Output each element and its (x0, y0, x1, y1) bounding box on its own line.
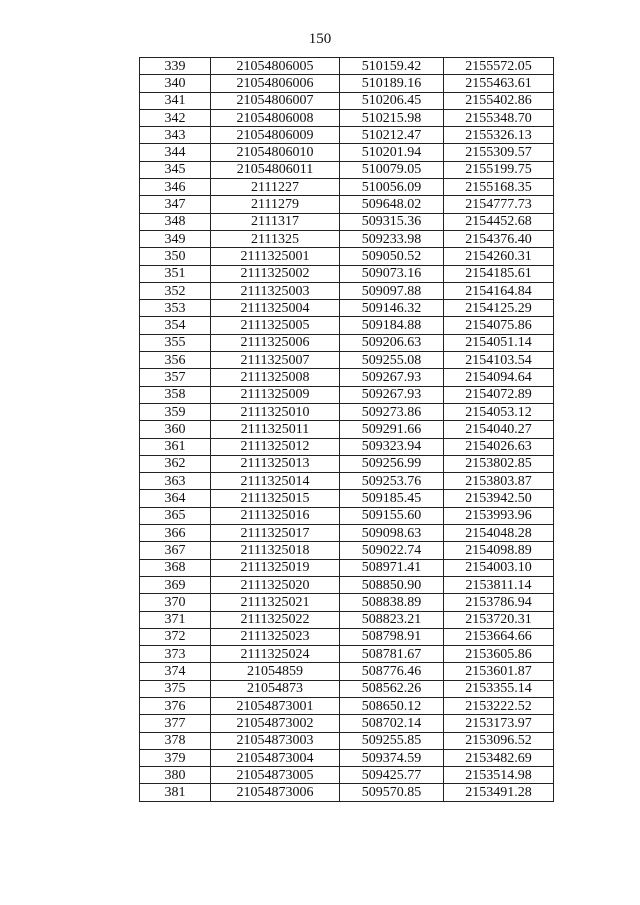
x-coordinate-cell: 510212.47 (340, 127, 444, 144)
table-row (140, 179, 554, 196)
x-coordinate-cell: 509097.88 (340, 282, 444, 299)
row-index-cell: 339 (140, 58, 211, 75)
x-coordinate-cell: 508823.21 (340, 611, 444, 628)
y-coordinate-cell: 2154048.28 (444, 525, 554, 542)
row-index-cell: 380 (140, 767, 211, 784)
row-index-cell: 340 (140, 75, 211, 92)
point-id-cell: 21054873002 (211, 715, 340, 732)
point-id-cell: 2111325024 (211, 646, 340, 663)
y-coordinate-cell: 2154376.40 (444, 230, 554, 247)
point-id-cell: 2111325021 (211, 594, 340, 611)
point-id-cell: 2111325022 (211, 611, 340, 628)
x-coordinate-cell: 509098.63 (340, 525, 444, 542)
row-index-cell: 366 (140, 525, 211, 542)
row-index-cell: 368 (140, 559, 211, 576)
x-coordinate-cell: 509185.45 (340, 490, 444, 507)
table-row (140, 628, 554, 645)
table-row (140, 334, 554, 351)
table-row (140, 75, 554, 92)
row-index-cell: 358 (140, 386, 211, 403)
x-coordinate-cell: 509255.08 (340, 352, 444, 369)
row-index-cell: 381 (140, 784, 211, 801)
point-id-cell: 2111325010 (211, 403, 340, 420)
table-row (140, 265, 554, 282)
x-coordinate-cell: 508562.26 (340, 680, 444, 697)
x-coordinate-cell: 509050.52 (340, 248, 444, 265)
table-row (140, 455, 554, 472)
x-coordinate-cell: 509315.36 (340, 213, 444, 230)
y-coordinate-cell: 2155402.86 (444, 92, 554, 109)
point-id-cell: 2111325 (211, 230, 340, 247)
y-coordinate-cell: 2155572.05 (444, 58, 554, 75)
y-coordinate-cell: 2153993.96 (444, 507, 554, 524)
point-id-cell: 2111325002 (211, 265, 340, 282)
table-row (140, 697, 554, 714)
coordinates-table-body (140, 58, 554, 802)
table-row (140, 213, 554, 230)
row-index-cell: 343 (140, 127, 211, 144)
y-coordinate-cell: 2153720.31 (444, 611, 554, 628)
point-id-cell: 2111325005 (211, 317, 340, 334)
point-id-cell: 2111325012 (211, 438, 340, 455)
point-id-cell: 21054873 (211, 680, 340, 697)
x-coordinate-cell: 510206.45 (340, 92, 444, 109)
x-coordinate-cell: 508650.12 (340, 697, 444, 714)
row-index-cell: 375 (140, 680, 211, 697)
point-id-cell: 2111325023 (211, 628, 340, 645)
x-coordinate-cell: 509256.99 (340, 455, 444, 472)
x-coordinate-cell: 508971.41 (340, 559, 444, 576)
table-row (140, 542, 554, 559)
y-coordinate-cell: 2155309.57 (444, 144, 554, 161)
y-coordinate-cell: 2153664.66 (444, 628, 554, 645)
row-index-cell: 346 (140, 179, 211, 196)
y-coordinate-cell: 2154164.84 (444, 282, 554, 299)
table-row (140, 282, 554, 299)
point-id-cell: 2111325020 (211, 576, 340, 593)
table-row (140, 576, 554, 593)
point-id-cell: 21054806008 (211, 109, 340, 126)
point-id-cell: 21054806005 (211, 58, 340, 75)
x-coordinate-cell: 508702.14 (340, 715, 444, 732)
point-id-cell: 21054873005 (211, 767, 340, 784)
table-row (140, 646, 554, 663)
x-coordinate-cell: 508850.90 (340, 576, 444, 593)
row-index-cell: 349 (140, 230, 211, 247)
x-coordinate-cell: 508838.89 (340, 594, 444, 611)
point-id-cell: 21054873003 (211, 732, 340, 749)
x-coordinate-cell: 509255.85 (340, 732, 444, 749)
row-index-cell: 361 (140, 438, 211, 455)
x-coordinate-cell: 509022.74 (340, 542, 444, 559)
point-id-cell: 21054873001 (211, 697, 340, 714)
y-coordinate-cell: 2155463.61 (444, 75, 554, 92)
x-coordinate-cell: 508798.91 (340, 628, 444, 645)
point-id-cell: 21054859 (211, 663, 340, 680)
point-id-cell: 2111325008 (211, 369, 340, 386)
table-row (140, 300, 554, 317)
table-row (140, 127, 554, 144)
row-index-cell: 370 (140, 594, 211, 611)
table-row (140, 144, 554, 161)
y-coordinate-cell: 2153355.14 (444, 680, 554, 697)
row-index-cell: 351 (140, 265, 211, 282)
table-row (140, 680, 554, 697)
x-coordinate-cell: 509648.02 (340, 196, 444, 213)
page-number: 150 (308, 31, 332, 47)
y-coordinate-cell: 2154026.63 (444, 438, 554, 455)
y-coordinate-cell: 2155326.13 (444, 127, 554, 144)
y-coordinate-cell: 2153601.87 (444, 663, 554, 680)
y-coordinate-cell: 2153803.87 (444, 473, 554, 490)
table-row (140, 559, 554, 576)
point-id-cell: 2111325017 (211, 525, 340, 542)
point-id-cell: 2111325001 (211, 248, 340, 265)
row-index-cell: 377 (140, 715, 211, 732)
x-coordinate-cell: 509323.94 (340, 438, 444, 455)
table-row (140, 58, 554, 75)
row-index-cell: 347 (140, 196, 211, 213)
x-coordinate-cell: 508781.67 (340, 646, 444, 663)
x-coordinate-cell: 509570.85 (340, 784, 444, 801)
point-id-cell: 21054873004 (211, 749, 340, 766)
y-coordinate-cell: 2154125.29 (444, 300, 554, 317)
y-coordinate-cell: 2154098.89 (444, 542, 554, 559)
table-row (140, 594, 554, 611)
point-id-cell: 2111227 (211, 179, 340, 196)
x-coordinate-cell: 509273.86 (340, 403, 444, 420)
row-index-cell: 364 (140, 490, 211, 507)
point-id-cell: 2111279 (211, 196, 340, 213)
y-coordinate-cell: 2154185.61 (444, 265, 554, 282)
row-index-cell: 374 (140, 663, 211, 680)
y-coordinate-cell: 2153802.85 (444, 455, 554, 472)
point-id-cell: 21054873006 (211, 784, 340, 801)
y-coordinate-cell: 2155199.75 (444, 161, 554, 178)
table-row (140, 784, 554, 801)
x-coordinate-cell: 509206.63 (340, 334, 444, 351)
table-row (140, 161, 554, 178)
y-coordinate-cell: 2154003.10 (444, 559, 554, 576)
table-row (140, 317, 554, 334)
table-row (140, 196, 554, 213)
table-row (140, 611, 554, 628)
point-id-cell: 2111325015 (211, 490, 340, 507)
y-coordinate-cell: 2153514.98 (444, 767, 554, 784)
point-id-cell: 21054806009 (211, 127, 340, 144)
y-coordinate-cell: 2154260.31 (444, 248, 554, 265)
row-index-cell: 352 (140, 282, 211, 299)
table-row (140, 525, 554, 542)
point-id-cell: 21054806007 (211, 92, 340, 109)
y-coordinate-cell: 2153811.14 (444, 576, 554, 593)
row-index-cell: 342 (140, 109, 211, 126)
table-row (140, 421, 554, 438)
x-coordinate-cell: 510056.09 (340, 179, 444, 196)
x-coordinate-cell: 510159.42 (340, 58, 444, 75)
table-row (140, 386, 554, 403)
y-coordinate-cell: 2153942.50 (444, 490, 554, 507)
row-index-cell: 371 (140, 611, 211, 628)
y-coordinate-cell: 2153173.97 (444, 715, 554, 732)
row-index-cell: 359 (140, 403, 211, 420)
y-coordinate-cell: 2153482.69 (444, 749, 554, 766)
table-row (140, 109, 554, 126)
x-coordinate-cell: 509184.88 (340, 317, 444, 334)
y-coordinate-cell: 2153222.52 (444, 697, 554, 714)
y-coordinate-cell: 2154094.64 (444, 369, 554, 386)
row-index-cell: 357 (140, 369, 211, 386)
point-id-cell: 2111325003 (211, 282, 340, 299)
x-coordinate-cell: 509291.66 (340, 421, 444, 438)
point-id-cell: 2111317 (211, 213, 340, 230)
point-id-cell: 2111325016 (211, 507, 340, 524)
y-coordinate-cell: 2154040.27 (444, 421, 554, 438)
table-row (140, 490, 554, 507)
y-coordinate-cell: 2153605.86 (444, 646, 554, 663)
row-index-cell: 379 (140, 749, 211, 766)
point-id-cell: 2111325011 (211, 421, 340, 438)
table-row (140, 749, 554, 766)
x-coordinate-cell: 509425.77 (340, 767, 444, 784)
y-coordinate-cell: 2154075.86 (444, 317, 554, 334)
row-index-cell: 362 (140, 455, 211, 472)
x-coordinate-cell: 509073.16 (340, 265, 444, 282)
point-id-cell: 2111325006 (211, 334, 340, 351)
x-coordinate-cell: 509267.93 (340, 369, 444, 386)
row-index-cell: 354 (140, 317, 211, 334)
row-index-cell: 348 (140, 213, 211, 230)
table-row (140, 507, 554, 524)
row-index-cell: 341 (140, 92, 211, 109)
x-coordinate-cell: 509267.93 (340, 386, 444, 403)
y-coordinate-cell: 2155168.35 (444, 179, 554, 196)
row-index-cell: 344 (140, 144, 211, 161)
row-index-cell: 372 (140, 628, 211, 645)
row-index-cell: 365 (140, 507, 211, 524)
point-id-cell: 2111325009 (211, 386, 340, 403)
x-coordinate-cell: 508776.46 (340, 663, 444, 680)
row-index-cell: 369 (140, 576, 211, 593)
point-id-cell: 2111325018 (211, 542, 340, 559)
point-id-cell: 2111325014 (211, 473, 340, 490)
row-index-cell: 367 (140, 542, 211, 559)
y-coordinate-cell: 2154051.14 (444, 334, 554, 351)
x-coordinate-cell: 510189.16 (340, 75, 444, 92)
row-index-cell: 353 (140, 300, 211, 317)
row-index-cell: 363 (140, 473, 211, 490)
x-coordinate-cell: 509233.98 (340, 230, 444, 247)
point-id-cell: 21054806006 (211, 75, 340, 92)
y-coordinate-cell: 2154777.73 (444, 196, 554, 213)
row-index-cell: 355 (140, 334, 211, 351)
y-coordinate-cell: 2155348.70 (444, 109, 554, 126)
row-index-cell: 376 (140, 697, 211, 714)
point-id-cell: 2111325019 (211, 559, 340, 576)
coordinates-table (139, 57, 554, 802)
y-coordinate-cell: 2153786.94 (444, 594, 554, 611)
point-id-cell: 21054806010 (211, 144, 340, 161)
y-coordinate-cell: 2154053.12 (444, 403, 554, 420)
y-coordinate-cell: 2153096.52 (444, 732, 554, 749)
table-row (140, 248, 554, 265)
x-coordinate-cell: 510215.98 (340, 109, 444, 126)
row-index-cell: 350 (140, 248, 211, 265)
x-coordinate-cell: 510201.94 (340, 144, 444, 161)
row-index-cell: 356 (140, 352, 211, 369)
table-row (140, 473, 554, 490)
table-row (140, 369, 554, 386)
table-row (140, 438, 554, 455)
table-row (140, 732, 554, 749)
y-coordinate-cell: 2154452.68 (444, 213, 554, 230)
table-row (140, 663, 554, 680)
point-id-cell: 2111325007 (211, 352, 340, 369)
x-coordinate-cell: 509253.76 (340, 473, 444, 490)
table-row (140, 230, 554, 247)
y-coordinate-cell: 2154072.89 (444, 386, 554, 403)
table-row (140, 352, 554, 369)
y-coordinate-cell: 2154103.54 (444, 352, 554, 369)
row-index-cell: 345 (140, 161, 211, 178)
row-index-cell: 373 (140, 646, 211, 663)
table-row (140, 403, 554, 420)
x-coordinate-cell: 509374.59 (340, 749, 444, 766)
table-row (140, 92, 554, 109)
table-row (140, 715, 554, 732)
y-coordinate-cell: 2153491.28 (444, 784, 554, 801)
x-coordinate-cell: 509146.32 (340, 300, 444, 317)
point-id-cell: 2111325004 (211, 300, 340, 317)
row-index-cell: 378 (140, 732, 211, 749)
table-row (140, 767, 554, 784)
x-coordinate-cell: 510079.05 (340, 161, 444, 178)
point-id-cell: 2111325013 (211, 455, 340, 472)
x-coordinate-cell: 509155.60 (340, 507, 444, 524)
point-id-cell: 21054806011 (211, 161, 340, 178)
row-index-cell: 360 (140, 421, 211, 438)
